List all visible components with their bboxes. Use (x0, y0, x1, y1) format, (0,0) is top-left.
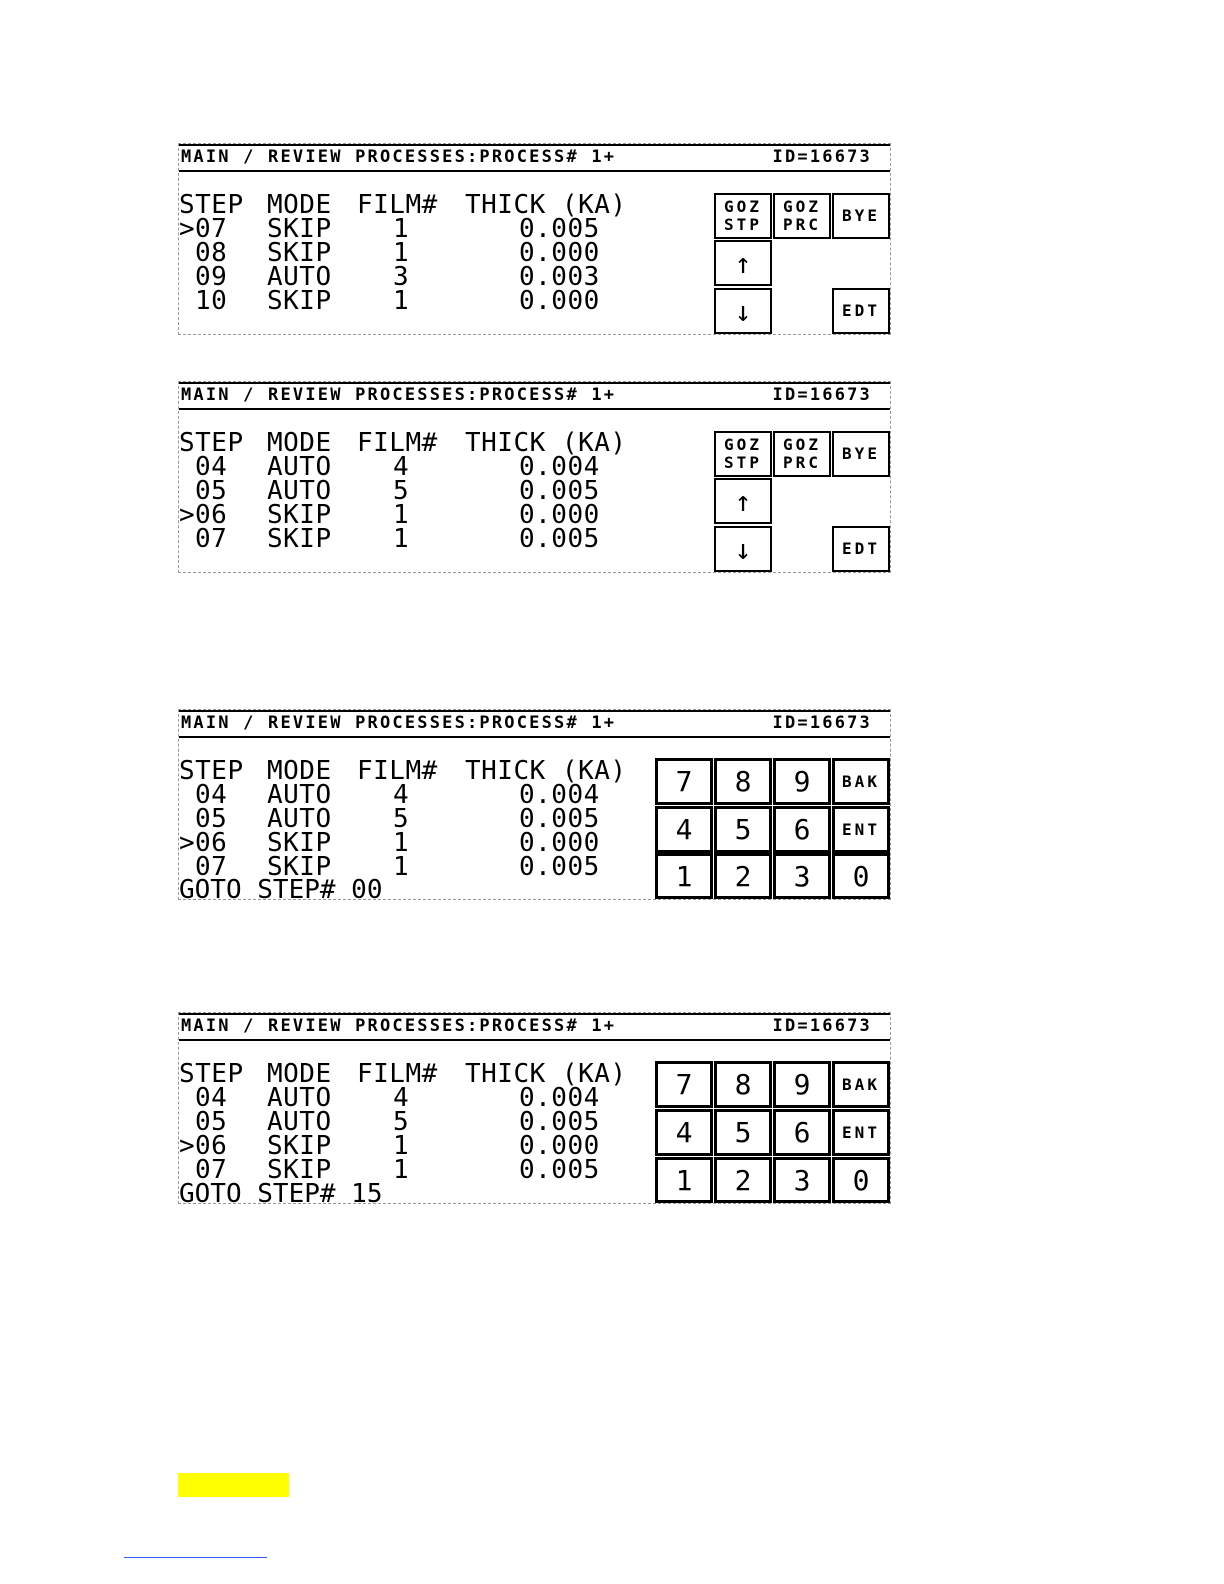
row-thick: 0.005 (519, 214, 600, 244)
col-thick-header: THICK (KA) (465, 756, 627, 786)
row-step: 06 (195, 1131, 228, 1161)
keypad-7[interactable]: 7 (655, 758, 713, 805)
scroll-down-button[interactable] (714, 526, 772, 572)
col-mode-header: MODE (267, 428, 332, 458)
enter-button[interactable]: ENT (832, 806, 890, 853)
table-row[interactable] (179, 524, 645, 554)
row-step: 05 (195, 1107, 228, 1137)
col-thick-header: THICK (KA) (465, 1059, 627, 1089)
col-thick-header: THICK (KA) (465, 428, 627, 458)
col-thick-header: THICK (KA) (465, 190, 627, 220)
row-film: 1 (393, 238, 410, 268)
lcd-screen-3 (178, 709, 891, 905)
row-cursor (179, 527, 195, 551)
footnote-rule (124, 1557, 267, 1558)
row-thick: 0.005 (519, 852, 600, 882)
row-thick: 0.000 (519, 500, 600, 530)
screen-header (179, 1013, 890, 1041)
screen-header (179, 710, 890, 738)
keypad-8[interactable]: 8 (714, 1061, 772, 1108)
row-thick: 0.005 (519, 1155, 600, 1185)
row-thick: 0.005 (519, 524, 600, 554)
screen-header (179, 144, 890, 172)
row-mode: AUTO (267, 1083, 332, 1113)
arrow-up-icon: ↑ (734, 246, 752, 280)
header-title: MAIN / REVIEW PROCESSES:PROCESS# 1+ (181, 1016, 617, 1036)
backspace-button[interactable]: BAK (832, 1061, 890, 1108)
row-film: 1 (393, 524, 410, 554)
keypad-9[interactable]: 9 (773, 1061, 831, 1108)
lcd-screen-4 (178, 1012, 891, 1209)
row-film: 4 (393, 780, 410, 810)
row-mode: SKIP (267, 500, 332, 530)
row-film: 1 (393, 286, 410, 316)
bye-button[interactable]: BYE (832, 431, 890, 477)
keypad-8[interactable]: 8 (714, 758, 772, 805)
row-step: 05 (195, 804, 228, 834)
row-mode: AUTO (267, 262, 332, 292)
row-step: 04 (195, 780, 228, 810)
header-id: ID=16673 (772, 1016, 872, 1036)
col-step-header: STEP (179, 756, 244, 786)
header-id: ID=16673 (772, 713, 872, 733)
row-film: 1 (393, 1155, 410, 1185)
row-cursor: > (179, 500, 196, 530)
col-step-header: STEP (179, 190, 244, 220)
row-film: 1 (393, 828, 410, 858)
lcd-screen-2 (178, 381, 891, 573)
row-thick: 0.005 (519, 804, 600, 834)
header-id: ID=16673 (772, 147, 872, 167)
bye-button[interactable]: BYE (832, 193, 890, 239)
row-mode: AUTO (267, 780, 332, 810)
col-mode-header: MODE (267, 756, 332, 786)
col-mode-header: MODE (267, 1059, 332, 1089)
goto-step-entry: GOTO STEP# 00 (179, 875, 383, 905)
row-thick: 0.000 (519, 286, 600, 316)
row-mode: SKIP (267, 238, 332, 268)
scroll-down-button[interactable] (714, 288, 772, 334)
goto-process-button[interactable]: GOZ PRC (773, 431, 831, 477)
enter-button[interactable]: ENT (832, 1109, 890, 1156)
col-film-header: FILM# (357, 1059, 438, 1089)
keypad-6[interactable]: 6 (773, 806, 831, 853)
row-step: 07 (195, 524, 228, 554)
row-film: 1 (393, 214, 410, 244)
row-film: 5 (393, 1107, 410, 1137)
keypad-7[interactable]: 7 (655, 1061, 713, 1108)
keypad-9[interactable]: 9 (773, 758, 831, 805)
row-mode: SKIP (267, 524, 332, 554)
row-step: 07 (195, 852, 228, 882)
row-step: 04 (195, 452, 228, 482)
row-cursor: > (179, 1131, 196, 1161)
row-mode: AUTO (267, 804, 332, 834)
row-step: 10 (195, 286, 228, 316)
row-cursor: > (179, 214, 196, 244)
scroll-up-button[interactable] (714, 240, 772, 286)
goto-step-entry: GOTO STEP# 15 (179, 1179, 383, 1209)
row-mode: SKIP (267, 1131, 332, 1161)
row-step: 07 (195, 1155, 228, 1185)
row-cursor (179, 289, 195, 313)
row-thick: 0.004 (519, 452, 600, 482)
row-mode: AUTO (267, 476, 332, 506)
keypad-3[interactable]: 3 (773, 853, 831, 899)
header-title: MAIN / REVIEW PROCESSES:PROCESS# 1+ (181, 713, 617, 733)
row-mode: AUTO (267, 452, 332, 482)
row-film: 4 (393, 452, 410, 482)
row-mode: SKIP (267, 1155, 332, 1185)
row-mode: SKIP (267, 828, 332, 858)
row-film: 1 (393, 1131, 410, 1161)
edit-button[interactable]: EDT (832, 288, 890, 334)
process-table (179, 428, 645, 554)
row-step: 06 (195, 500, 228, 530)
row-thick: 0.004 (519, 1083, 600, 1113)
row-mode: AUTO (267, 1107, 332, 1137)
row-thick: 0.000 (519, 1131, 600, 1161)
goto-process-button[interactable]: GOZ PRC (773, 193, 831, 239)
screen-header (179, 382, 890, 410)
col-step-header: STEP (179, 428, 244, 458)
keypad-3[interactable]: 3 (773, 1157, 831, 1203)
arrow-down-icon: ↓ (734, 532, 752, 566)
col-film-header: FILM# (357, 428, 438, 458)
arrow-up-icon: ↑ (734, 484, 752, 518)
row-thick: 0.000 (519, 828, 600, 858)
row-film: 3 (393, 262, 410, 292)
keypad-5[interactable]: 5 (714, 806, 772, 853)
arrow-down-icon: ↓ (734, 294, 752, 328)
keypad-1[interactable]: 1 (655, 1157, 713, 1203)
scroll-up-button[interactable] (714, 478, 772, 524)
keypad-5[interactable]: 5 (714, 1109, 772, 1156)
col-film-header: FILM# (357, 756, 438, 786)
row-thick: 0.005 (519, 476, 600, 506)
backspace-button[interactable]: BAK (832, 758, 890, 805)
keypad-4[interactable]: 4 (655, 806, 713, 853)
row-film: 5 (393, 476, 410, 506)
row-film: 5 (393, 804, 410, 834)
col-step-header: STEP (179, 1059, 244, 1089)
row-thick: 0.000 (519, 238, 600, 268)
row-mode: SKIP (267, 852, 332, 882)
row-film: 1 (393, 852, 410, 882)
row-step: 06 (195, 828, 228, 858)
row-thick: 0.005 (519, 1107, 600, 1137)
row-mode: SKIP (267, 214, 332, 244)
row-step: 07 (195, 214, 228, 244)
col-mode-header: MODE (267, 190, 332, 220)
keypad-1[interactable]: 1 (655, 853, 713, 899)
row-thick: 0.004 (519, 780, 600, 810)
process-table (179, 756, 645, 882)
goto-step-button[interactable]: GOZ STP (714, 193, 772, 239)
col-film-header: FILM# (357, 190, 438, 220)
process-table (179, 1059, 645, 1185)
row-thick: 0.003 (519, 262, 600, 292)
keypad-4[interactable]: 4 (655, 1109, 713, 1156)
keypad-0[interactable]: 0 (832, 853, 890, 899)
process-table (179, 190, 645, 316)
header-id: ID=16673 (772, 385, 872, 405)
yellow-highlight-mark (178, 1473, 289, 1497)
edit-button[interactable]: EDT (832, 526, 890, 572)
table-row[interactable] (179, 286, 645, 316)
row-step: 08 (195, 238, 228, 268)
row-mode: SKIP (267, 286, 332, 316)
goto-step-button[interactable]: GOZ STP (714, 431, 772, 477)
keypad-6[interactable]: 6 (773, 1109, 831, 1156)
keypad-2[interactable]: 2 (714, 853, 772, 899)
keypad-2[interactable]: 2 (714, 1157, 772, 1203)
keypad-0[interactable]: 0 (832, 1157, 890, 1203)
row-film: 1 (393, 500, 410, 530)
row-step: 04 (195, 1083, 228, 1113)
header-title: MAIN / REVIEW PROCESSES:PROCESS# 1+ (181, 147, 617, 167)
row-step: 05 (195, 476, 228, 506)
row-step: 09 (195, 262, 228, 292)
row-film: 4 (393, 1083, 410, 1113)
header-title: MAIN / REVIEW PROCESSES:PROCESS# 1+ (181, 385, 617, 405)
lcd-screen-1 (178, 143, 891, 335)
row-cursor: > (179, 828, 196, 858)
